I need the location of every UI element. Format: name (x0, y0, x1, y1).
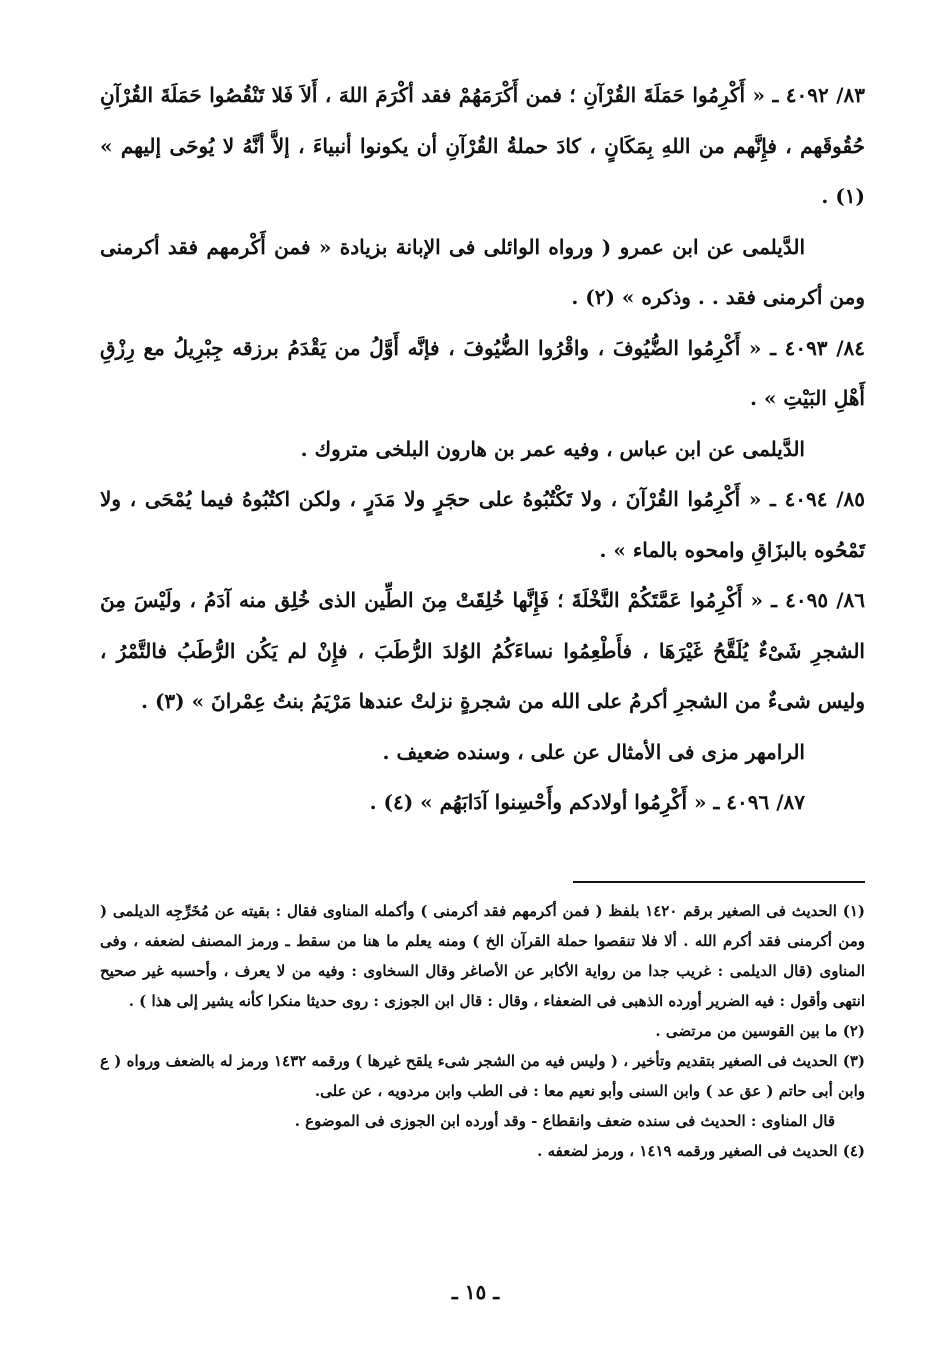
source-note-4095: الرامهر مزى فى الأمثال عن على ، وسنده ضعيف . (382, 739, 805, 764)
footnote-4: (٤) الحديث فى الصغير ورقمه ١٤١٩ ، ورمز لضعفه . (537, 1142, 865, 1160)
page-number: ـ ١٥ ـ (451, 1280, 500, 1304)
footnote-separator (573, 881, 865, 883)
hadith-4095: ٨٦/ ٤٠٩٥ ـ « أَكْرِمُوا عَمَّتَكُمْ النَّخْلَةَ ؛ فَإِنَّها خُلِقَتْ مِنَ الطِّين الذى خُلِق منه آدَمُ ، ولَيْسَ مِنَ الشجرِ شَىْءٌ يُلَقَّحُ غَيْرَهَا ، فأَطْعِمُوا نساءَكُمُ الوُلدَ الرُّطَبَ ، فإِنْ لم يَكُن الرُّطَبُ فالتَّمْرُ ، وليس شىءٌ من الشجرِ أكرمُ على الله من شجرةٍ نزلتْ عندها مَرْيَمُ بنتُ عِمْرانَ » (٣) . (100, 588, 865, 713)
hadith-4092: ٨٣/ ٤٠٩٢ ـ « أَكْرِمُوا حَمَلَةَ القُرْآنِ ؛ فمن أَكْرَمَهُمْ فقد أكْرَمَ اللهَ ، أَلاَ فَلا تَنْقُصُوا حَمَلَةَ القُرْآنِ حُقُوقَهم ، فإِنَّهم من اللهِ بِمَكَانٍ ، كادَ حملةُ القُرْآنِ أن يكونوا أنبياءَ ، إلاَّ أنَّهُ لا يُوحَى إليهم » (١) . (100, 83, 865, 208)
footnote-3: (٣) الحديث فى الصغير بتقديم وتأخير ، ( وليس فيه من الشجر شىء يلقح غيرها ) ورقمه ١٤٣٢ ورمز له بالضعف ورواه ( ع وابن أبى حاتم ( عق عد ) وابن السنى وأبو نعيم معا : فى الطب وابن مردويه ، عن على. (100, 1052, 866, 1100)
source-note-4093: الدَّيلمى عن ابن عباس ، وفيه عمر بن هارون البلخى متروك . (300, 436, 805, 461)
hadith-4093: ٨٤/ ٤٠٩٣ ـ « أَكْرِمُوا الضُّيُوفَ ، واقْرُوا الضُّيُوفَ ، فإنَّه أَوَّلُ من يَقْدَمُ برزقه جِبْرِيلُ مع رِزْقِ أَهْلِ البَيْتِ » . (100, 335, 865, 410)
hadith-4096: ٨٧/ ٤٠٩٦ ـ « أَكْرِمُوا أولادكم وأَحْسِنوا آدَابَهُم » (٤) . (369, 790, 805, 814)
footnote-1: (١) الحديث فى الصغير برقم ١٤٢٠ بلفظ ( فمن أكرمهم فقد أكرمنى ) وأكمله المناوى فقال : بقيته عن مُخَرِّجِه الديلمى ( ومن أكرمنى فقد أكرم الله . ألا فلا تنقصوا حملة القرآن الخ ) ومنه يعلم ما هنا من سقط ـ ورمز المصنف لضعفه ، وفى المناوى (قال الديلمى : غريب جدا من رواية الأكابر عن الأصاغر وقال السخاوى : وفيه من لا يعرف ، وأحسبه غير صحيح انتهى وأقول : فيه الضرير أورده الذهبى فى الضعفاء ، وقال : قال ابن الجوزى : روى حديثا منكرا كأنه يشير إلى هذا ) . (100, 902, 865, 1010)
footnote-2: (٢) ما بين القوسين من مرتضى . (655, 1022, 865, 1040)
main-text (100, 70, 865, 828)
source-note-4092: الدَّيلمى عن ابن عمرو ( ورواه الوائلى فى الإبانة بزيادة « فمن أَكْرمهم فقد أكرمنى ومن أكرمنى فقد . . وذكره » (٢) . (100, 234, 865, 309)
footnotes (100, 896, 865, 1166)
hadith-4094: ٨٥/ ٤٠٩٤ ـ « أَكْرِمُوا القُرْآنَ ، ولا تَكْتُبُوهُ على حجَرٍ ولا مَدَرٍ ، ولكن اكتُبُوهُ فيما يُمْحَى ، ولا تَمْحُوه بالبزَاقِ وامحوه بالماء » . (100, 487, 865, 562)
footnote-3-continuation: قال المناوى : الحديث فى سنده ضعف وانقطاع - وقد أورده ابن الجوزى فى الموضوع . (294, 1112, 835, 1130)
